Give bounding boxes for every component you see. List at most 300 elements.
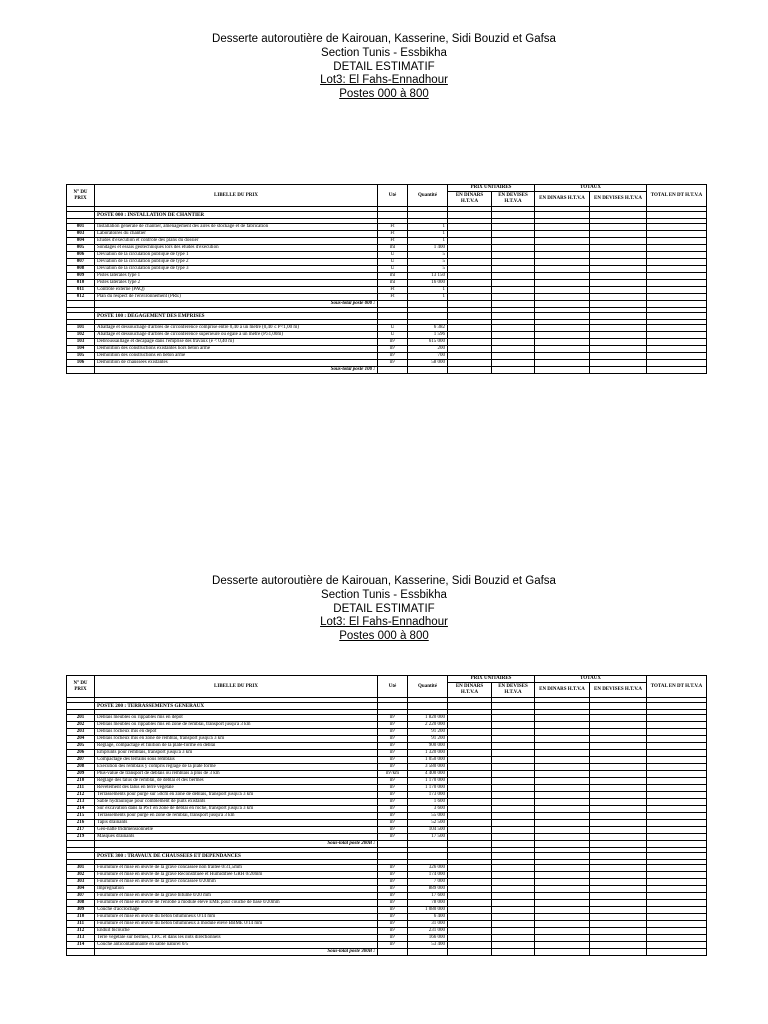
row-label: Pistes latérales type 2 [95, 280, 378, 287]
empty-cell [535, 879, 590, 886]
empty-cell [590, 332, 647, 339]
row-code: 103 [67, 339, 95, 346]
empty-cell [647, 367, 707, 374]
empty-cell [492, 339, 535, 346]
table-row [67, 942, 707, 949]
section-title-row [67, 703, 707, 710]
empty-cell [492, 949, 535, 956]
row-quantity: 1 [408, 238, 448, 245]
row-unit: m³ [378, 834, 408, 841]
empty-cell [590, 715, 647, 722]
row-code: 307 [67, 893, 95, 900]
empty-cell [647, 942, 707, 949]
empty-cell [647, 313, 707, 320]
empty-cell [67, 212, 95, 219]
empty-cell [535, 294, 590, 301]
subtotal-label: Sous-total poste 200B : [95, 841, 378, 848]
row-code: 208 [67, 764, 95, 771]
empty-cell [647, 224, 707, 231]
row-code: 210 [67, 778, 95, 785]
col-header-tot-devises: EN DEVISES H.T.V.A [590, 683, 647, 698]
col-header-pu-devises: EN DEVISES H.T.V.A [492, 192, 535, 207]
empty-cell [647, 771, 707, 778]
col-header-unite: Uté [378, 676, 408, 698]
empty-cell [647, 722, 707, 729]
row-unit: m³ [378, 353, 408, 360]
empty-cell [408, 301, 448, 308]
table-row [67, 750, 707, 757]
row-code: 310 [67, 914, 95, 921]
empty-cell [448, 346, 492, 353]
table-row [67, 865, 707, 872]
table-row [67, 872, 707, 879]
row-label: Fourniture et mise en œuvre de la grave concassée 0/20mm [95, 879, 378, 886]
empty-cell [535, 806, 590, 813]
empty-cell [448, 325, 492, 332]
empty-cell [647, 806, 707, 813]
empty-cell [448, 287, 492, 294]
row-quantity: 13 150 [408, 273, 448, 280]
row-label: Exécution des remblais y compris réglage de la plate forme [95, 764, 378, 771]
empty-cell [492, 360, 535, 367]
empty-cell [448, 245, 492, 252]
empty-cell [647, 703, 707, 710]
empty-cell [492, 325, 535, 332]
empty-cell [535, 750, 590, 757]
col-header-pu-dinars: EN DINARS H.T.V.A [448, 192, 492, 207]
empty-cell [590, 360, 647, 367]
empty-cell [448, 827, 492, 834]
empty-cell [535, 287, 590, 294]
empty-cell [535, 872, 590, 879]
col-header-pu-dinars: EN DINARS H.T.V.A [448, 683, 492, 698]
table-row [67, 266, 707, 273]
empty-cell [647, 757, 707, 764]
empty-cell [535, 942, 590, 949]
section-title-row [67, 853, 707, 860]
row-quantity: 173 000 [408, 792, 448, 799]
row-quantity: 52 500 [408, 820, 448, 827]
row-unit: m³ [378, 799, 408, 806]
empty-cell [448, 224, 492, 231]
empty-cell [492, 346, 535, 353]
empty-cell [535, 339, 590, 346]
row-label: Abattage et dessouchage d'arbres de circonférence supérieure ou égale à un mètre (P≥1,00m) [95, 332, 378, 339]
header-section: Section Tunis - Essbikha [321, 46, 447, 59]
row-label: Abattage et dessouchage d'arbres de circonférence comprise entre 0,40 à un mètre (0,40 ≤ P<1,00 m) [95, 325, 378, 332]
row-quantity: 55 000 [408, 813, 448, 820]
row-label: Fourniture et mise en œuvre de la grave bitume 0/20 mm [95, 893, 378, 900]
empty-cell [492, 865, 535, 872]
row-code: 008 [67, 266, 95, 273]
empty-cell [590, 834, 647, 841]
row-unit: U [378, 266, 408, 273]
empty-cell [492, 928, 535, 935]
row-quantity: 91 200 [408, 729, 448, 736]
row-code: 105 [67, 353, 95, 360]
col-header-prix-unitaires: PRIX UNITAIRES [448, 185, 535, 192]
empty-cell [448, 743, 492, 750]
empty-cell [590, 273, 647, 280]
row-label: Démolition des constructions en béton armé [95, 353, 378, 360]
row-quantity: 1 080 000 [408, 907, 448, 914]
empty-cell [67, 313, 95, 320]
row-label: Couche anticontaminante en sable naturel 0/5 [95, 942, 378, 949]
row-label: Sur excavation dans la PST en zone de déblai en roche, transport jusqu'à 3 km [95, 806, 378, 813]
section-title: POSTE 100 : DEGAGEMENT DES EMPRISES [95, 313, 378, 320]
empty-cell [590, 820, 647, 827]
empty-cell [492, 914, 535, 921]
row-quantity: 6 382 [408, 325, 448, 332]
row-quantity: 17 600 [408, 893, 448, 900]
empty-cell [448, 353, 492, 360]
empty-cell [408, 853, 448, 860]
section-title-row [67, 313, 707, 320]
empty-cell [590, 301, 647, 308]
row-unit: ml [378, 273, 408, 280]
row-label: Revêtement des talus en terre végétale [95, 785, 378, 792]
empty-cell [535, 893, 590, 900]
row-quantity: 900 000 [408, 743, 448, 750]
row-label: Géo-natte tridimensionnelle [95, 827, 378, 834]
empty-cell [647, 853, 707, 860]
col-header-libelle: LIBELLE DU PRIX [95, 676, 378, 698]
empty-cell [492, 900, 535, 907]
row-unit: m³/km [378, 771, 408, 778]
row-label: Sondages et essais géotechniques lors des études d'exécution [95, 245, 378, 252]
row-code: 203 [67, 729, 95, 736]
empty-cell [448, 301, 492, 308]
table-row [67, 736, 707, 743]
empty-cell [647, 750, 707, 757]
row-label: Déviation de la circulation publique de type 1 [95, 252, 378, 259]
row-label: Fourniture et mise en œuvre du béton bitumineux 0/14 mm [95, 914, 378, 921]
empty-cell [590, 935, 647, 942]
empty-cell [492, 935, 535, 942]
empty-cell [448, 785, 492, 792]
row-label: Installation générale de chantier, aménagement des aires de stockage et de fabrication [95, 224, 378, 231]
empty-cell [492, 224, 535, 231]
empty-cell [535, 764, 590, 771]
row-unit: m² [378, 907, 408, 914]
row-label: Compactage des terrains sous remblais [95, 757, 378, 764]
empty-cell [647, 339, 707, 346]
empty-cell [492, 301, 535, 308]
empty-cell [67, 703, 95, 710]
row-code: 219 [67, 834, 95, 841]
subtotal-row [67, 301, 707, 308]
row-unit: m³ [378, 879, 408, 886]
empty-cell [448, 238, 492, 245]
row-quantity: 17 500 [408, 834, 448, 841]
row-code: 010 [67, 280, 95, 287]
empty-cell [448, 266, 492, 273]
empty-cell [535, 820, 590, 827]
empty-cell [590, 367, 647, 374]
row-label: Démolition de chaussées existantes [95, 360, 378, 367]
empty-cell [647, 238, 707, 245]
col-header-tot-dinars: EN DINARS H.T.V.A [535, 683, 590, 698]
row-unit: m³ [378, 792, 408, 799]
empty-cell [535, 834, 590, 841]
row-unit: m³ [378, 914, 408, 921]
table-row [67, 339, 707, 346]
empty-cell [647, 325, 707, 332]
empty-cell [535, 301, 590, 308]
empty-cell [535, 914, 590, 921]
row-quantity: 1 820 000 [408, 715, 448, 722]
row-label: Démolition des constructions existantes hors béton armé [95, 346, 378, 353]
empty-cell [647, 799, 707, 806]
header-document-type: DETAIL ESTIMATIF [333, 60, 435, 73]
row-unit: m³ [378, 806, 408, 813]
empty-cell [590, 949, 647, 956]
row-code: 302 [67, 872, 95, 879]
empty-cell [590, 259, 647, 266]
empty-cell [492, 280, 535, 287]
empty-cell [535, 907, 590, 914]
row-quantity: 1 320 000 [408, 750, 448, 757]
empty-cell [590, 722, 647, 729]
empty-cell [647, 827, 707, 834]
empty-cell [492, 879, 535, 886]
empty-cell [647, 841, 707, 848]
row-code: 209 [67, 771, 95, 778]
row-label: Enduit bicouche [95, 928, 378, 935]
empty-cell [535, 212, 590, 219]
header-postes: Postes 000 à 800 [339, 88, 429, 101]
empty-cell [492, 332, 535, 339]
empty-cell [492, 715, 535, 722]
row-code: 205 [67, 743, 95, 750]
empty-cell [448, 886, 492, 893]
table-row [67, 778, 707, 785]
row-code: 211 [67, 785, 95, 792]
table-row [67, 792, 707, 799]
row-quantity: 53 400 [408, 942, 448, 949]
empty-cell [590, 245, 647, 252]
table-row [67, 280, 707, 287]
empty-cell [448, 841, 492, 848]
empty-cell [535, 757, 590, 764]
row-code: 012 [67, 294, 95, 301]
empty-cell [448, 360, 492, 367]
empty-cell [647, 212, 707, 219]
table-row [67, 224, 707, 231]
row-label: Fourniture et mise en œuvre de la grave concassée non traitée 0/31,5mm [95, 865, 378, 872]
empty-cell [492, 212, 535, 219]
row-unit: m³ [378, 865, 408, 872]
row-quantity: 6 400 [408, 914, 448, 921]
empty-cell [647, 332, 707, 339]
empty-cell [647, 736, 707, 743]
col-header-tot-devises: EN DEVISES H.T.V.A [590, 192, 647, 207]
empty-cell [448, 367, 492, 374]
row-unit: m³ [378, 820, 408, 827]
empty-cell [448, 332, 492, 339]
row-quantity: 1 400 [408, 245, 448, 252]
row-quantity: 4 400 000 [408, 771, 448, 778]
section-title-row [67, 212, 707, 219]
table-row [67, 785, 707, 792]
row-code: 204 [67, 736, 95, 743]
empty-cell [590, 325, 647, 332]
table-row [67, 353, 707, 360]
row-quantity: 3 580 000 [408, 764, 448, 771]
row-unit: U [378, 252, 408, 259]
empty-cell [535, 778, 590, 785]
empty-cell [492, 792, 535, 799]
empty-cell [492, 834, 535, 841]
empty-cell [647, 360, 707, 367]
col-header-unite: Uté [378, 185, 408, 207]
empty-cell [647, 764, 707, 771]
row-code: 215 [67, 813, 95, 820]
empty-cell [590, 827, 647, 834]
empty-cell [448, 273, 492, 280]
row-unit: m³ [378, 764, 408, 771]
row-unit: U [378, 259, 408, 266]
row-label: Terrassements pour purge en zone de remblai, transport jusqu'à 3 km [95, 813, 378, 820]
row-unit: m³ [378, 729, 408, 736]
empty-cell [492, 820, 535, 827]
col-header-totaux: TOTAUX [535, 676, 647, 683]
section-title: POSTE 300 : TRAVAUX DE CHAUSSEES ET DEPENDANCES [95, 853, 378, 860]
row-unit: Ft [378, 224, 408, 231]
empty-cell [535, 841, 590, 848]
row-unit: m³ [378, 715, 408, 722]
row-code: 301 [67, 865, 95, 872]
empty-cell [647, 259, 707, 266]
empty-cell [535, 827, 590, 834]
row-code: 309 [67, 907, 95, 914]
row-code: 314 [67, 942, 95, 949]
empty-cell [378, 301, 408, 308]
empty-cell [378, 949, 408, 956]
empty-cell [492, 367, 535, 374]
table-row [67, 294, 707, 301]
empty-cell [647, 743, 707, 750]
empty-cell [448, 764, 492, 771]
row-quantity: 200 [408, 346, 448, 353]
empty-cell [492, 764, 535, 771]
row-label: Déblais rocheux mis en dépôt [95, 729, 378, 736]
subtotal-row [67, 841, 707, 848]
empty-cell [448, 313, 492, 320]
table-row [67, 900, 707, 907]
row-quantity: 326 000 [408, 865, 448, 872]
row-unit: m² [378, 743, 408, 750]
table-header [67, 185, 707, 207]
empty-cell [492, 252, 535, 259]
empty-cell [647, 245, 707, 252]
row-label: Tapis drainants [95, 820, 378, 827]
empty-cell [590, 231, 647, 238]
empty-cell [647, 935, 707, 942]
empty-cell [492, 743, 535, 750]
row-quantity: 5 [408, 252, 448, 259]
empty-cell [590, 212, 647, 219]
empty-cell [590, 287, 647, 294]
col-header-quantite: Quantité [408, 676, 448, 698]
table-row [67, 722, 707, 729]
empty-cell [378, 313, 408, 320]
empty-cell [448, 259, 492, 266]
row-unit: m² [378, 778, 408, 785]
row-label: Déviation de la circulation publique de type 2 [95, 259, 378, 266]
empty-cell [492, 799, 535, 806]
row-quantity: 3 600 [408, 806, 448, 813]
row-unit: m² [378, 339, 408, 346]
empty-cell [647, 252, 707, 259]
empty-cell [535, 935, 590, 942]
row-unit: Ft [378, 287, 408, 294]
row-label: Imprégnation [95, 886, 378, 893]
row-code: 004 [67, 238, 95, 245]
row-unit: m³ [378, 942, 408, 949]
row-unit: m² [378, 785, 408, 792]
empty-cell [535, 238, 590, 245]
row-label: Fourniture et mise en œuvre du béton bitumineux à module élevé BBME 0/14 mm [95, 921, 378, 928]
empty-cell [448, 820, 492, 827]
row-unit: m³ [378, 872, 408, 879]
row-unit: m² [378, 886, 408, 893]
empty-cell [492, 886, 535, 893]
col-header-quantite: Quantité [408, 185, 448, 207]
empty-cell [378, 367, 408, 374]
empty-cell [535, 266, 590, 273]
table-row [67, 907, 707, 914]
row-code: 106 [67, 360, 95, 367]
empty-cell [647, 778, 707, 785]
row-quantity: 166 000 [408, 935, 448, 942]
empty-cell [67, 853, 95, 860]
empty-cell [535, 273, 590, 280]
empty-cell [590, 729, 647, 736]
empty-cell [535, 325, 590, 332]
empty-cell [590, 853, 647, 860]
row-quantity: 889 000 [408, 886, 448, 893]
row-code: 101 [67, 325, 95, 332]
empty-cell [590, 224, 647, 231]
row-label: Sable hydraulique pour comblement de puits existants [95, 799, 378, 806]
empty-cell [647, 266, 707, 273]
table-row [67, 252, 707, 259]
row-code: 308 [67, 900, 95, 907]
empty-cell [535, 785, 590, 792]
section-title: POSTE 200 : TERRASSEMENTS GENERAUX [95, 703, 378, 710]
empty-cell [378, 703, 408, 710]
empty-cell [408, 703, 448, 710]
empty-cell [535, 252, 590, 259]
empty-cell [647, 872, 707, 879]
empty-cell [448, 900, 492, 907]
empty-cell [535, 332, 590, 339]
row-unit: ml [378, 245, 408, 252]
row-label: Débroussaillage et décapage dans l'emprise des travaux (e < 0,40 m) [95, 339, 378, 346]
empty-cell [535, 928, 590, 935]
empty-cell [535, 367, 590, 374]
subtotal-label: Sous-total poste 300B : [95, 949, 378, 956]
section-title: POSTE 000 : INSTALLATION DE CHANTIER [95, 212, 378, 219]
empty-cell [492, 273, 535, 280]
row-label: Masques drainants [95, 834, 378, 841]
row-code: 011 [67, 287, 95, 294]
row-unit: Ft [378, 231, 408, 238]
table-row [67, 879, 707, 886]
row-label: Laboratoires du chantier [95, 231, 378, 238]
empty-cell [647, 273, 707, 280]
